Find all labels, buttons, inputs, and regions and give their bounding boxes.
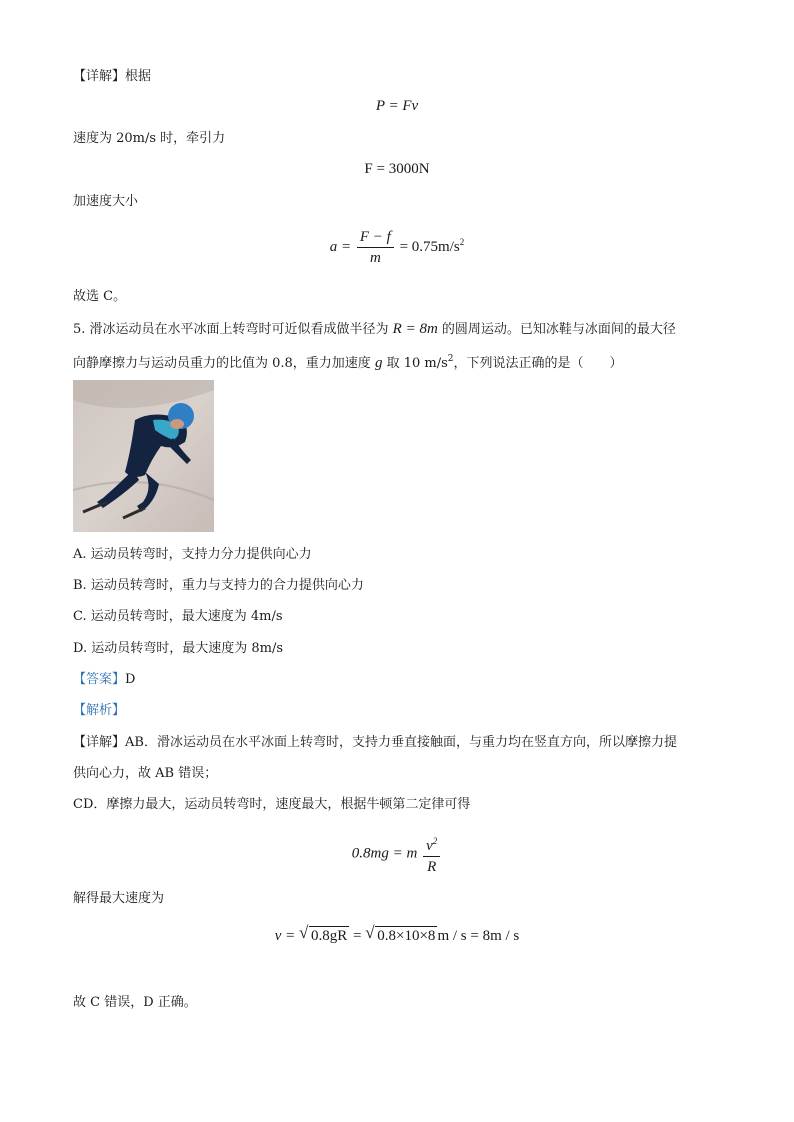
eq3-denominator: m xyxy=(369,250,381,266)
eq5-rhs: m / s = 8m / s xyxy=(437,928,520,944)
detail-line-2: 供向心力，故 AB 错误； xyxy=(73,766,218,781)
speed-line: 速度为 20m/s 时，牵引力 xyxy=(73,131,226,146)
conclusion-2: 故 C 错误，D 正确。 xyxy=(73,995,197,1010)
speed-skater-photo xyxy=(73,380,214,532)
eq3-exponent: 2 xyxy=(459,236,465,247)
eq5-v: v = xyxy=(274,928,296,944)
sqrt-1: √ 0.8gR xyxy=(299,923,348,944)
option-d: D. 运动员转弯时，最大速度为 8m/s xyxy=(73,641,284,656)
detail-text-1: AB．滑冰运动员在水平冰面上转弯时，支持力垂直接触面，与重力均在竖直方向，所以摩擦力提 xyxy=(125,735,677,750)
eq3-numerator: F − f xyxy=(357,228,394,248)
eq4-numerator: $v^2$ xyxy=(423,832,440,857)
question-5-line-2 xyxy=(73,350,623,373)
detail-intro: 【详解】根据 xyxy=(73,69,152,84)
q5-exponent: 2 xyxy=(447,354,454,364)
q5-text-d: 取 10 m/s xyxy=(382,356,448,371)
sqrt-2: √ 0.8×10×8 xyxy=(365,923,436,944)
q5-text-c: 向静摩擦力与运动员重力的比值为 0.8，重力加速度 xyxy=(73,356,375,371)
sqrt-1-content: 0.8gR xyxy=(311,928,348,944)
cd-line: CD．摩擦力最大，运动员转弯时，速度最大，根据牛顿第二定律可得 xyxy=(73,797,471,812)
sqrt-2-content: 0.8×10×8 xyxy=(377,928,436,944)
eq4-fraction xyxy=(423,832,440,876)
option-a: A. 运动员转弯时，支持力分力提供向心力 xyxy=(73,547,312,562)
detail-label: 【详解】 xyxy=(73,735,126,750)
question-5-line-1 xyxy=(73,320,676,339)
eq3-lhs: a = xyxy=(329,238,352,255)
detail-line-1 xyxy=(73,734,677,752)
answer-line xyxy=(73,671,135,689)
q5-g-symbol: g xyxy=(374,355,383,371)
q5-text-e: ，下列说法正确的是（ ） xyxy=(453,356,623,371)
equation-newton xyxy=(0,832,794,876)
equation-force: F = 3000N xyxy=(364,161,430,177)
equation-acceleration xyxy=(0,228,794,267)
solve-line: 解得最大速度为 xyxy=(73,891,165,906)
answer-label: 【答案】 xyxy=(73,672,126,687)
analysis-label: 【解析】 xyxy=(73,703,126,718)
option-b: B. 运动员转弯时，重力与支持力的合力提供向心力 xyxy=(73,578,364,593)
answer-value: D xyxy=(125,672,136,687)
q5-text-a: 5. 滑冰运动员在水平冰面上转弯时可近似看成做半径为 xyxy=(73,322,393,337)
conclusion-1: 故选 C。 xyxy=(73,289,127,304)
equation-velocity xyxy=(0,923,794,945)
eq3-rhs: = 0.75m/s xyxy=(399,238,460,255)
eq4-lhs: 0.8mg = m xyxy=(351,845,418,862)
eq5-equals: = xyxy=(353,928,362,944)
eq4-denominator: R xyxy=(427,859,437,875)
acceleration-line: 加速度大小 xyxy=(73,194,139,209)
q5-text-b: 的圆周运动。已知冰鞋与冰面间的最大径 xyxy=(437,322,676,337)
equation-power: P = Fv xyxy=(375,98,419,114)
eq3-fraction xyxy=(357,228,394,267)
q5-radius-math: R = 8m xyxy=(392,321,438,337)
option-c: C. 运动员转弯时，最大速度为 4m/s xyxy=(73,609,283,624)
